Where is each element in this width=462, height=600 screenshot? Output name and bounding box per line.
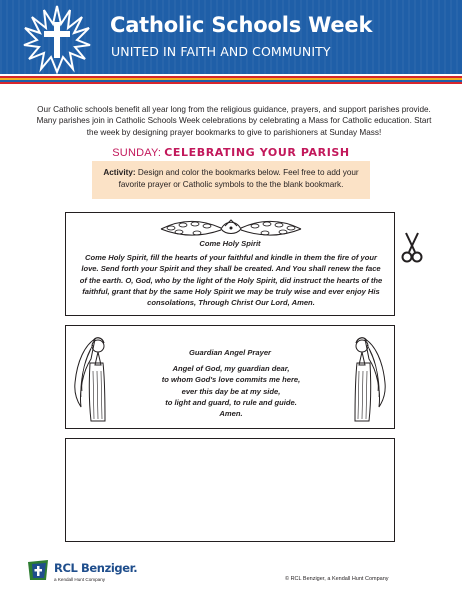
cross-sunburst-icon (22, 4, 92, 74)
page-title: Catholic Schools Week (110, 13, 373, 37)
page-subtitle: UNITED IN FAITH AND COMMUNITY (111, 44, 331, 59)
scissors-icon (401, 231, 423, 265)
bookmark-come-holy-spirit (65, 212, 395, 316)
prayer-line: to light and guard, to rule and guide. (165, 397, 297, 407)
prayer-line: to whom God's love commits me here, (161, 375, 301, 385)
bookmark-title: Come Holy Spirit (199, 239, 261, 248)
bookmark-guardian-angel (65, 325, 395, 429)
intro-paragraph: Our Catholic schools benefit all year long from the religious guidance, prayers, and support parishes provide. Many parishes join in Catholic Schools Week celebrations by celebrating a Mass for Catholic education. Start the week by designing prayer bookmarks to give to parishioners at Sunday Mass! (36, 105, 432, 137)
activity-label: Activity: (103, 168, 136, 177)
header-banner (0, 0, 462, 78)
prayer-text (136, 363, 326, 419)
header-stripes (0, 74, 462, 88)
prayer-line: ever this day be at my side, (181, 386, 281, 396)
bookmark-blank (65, 438, 395, 542)
prayer-text: Come Holy Spirit, fill the hearts of your faithful and kindle in them the fire of your love. Send forth your Spirit and they shall be created. And You shall renew the face of the earth. O, God, who by the light of the Holy Spirit, did instruct the hearts of the faithful, grant that by the same Holy Spirit we may be truly wise and ever enjoy His consolations, Through Christ Our Lord, Amen. (79, 253, 383, 308)
bookmark-title: Guardian Angel Prayer (188, 348, 271, 357)
copyright-notice: © RCL Benziger, a Kendall Hunt Company (285, 576, 389, 582)
rcl-benziger-logo-icon (26, 558, 50, 582)
dove-garland-icon (151, 216, 311, 240)
praying-angel-icon (353, 331, 389, 425)
prayer-line: Amen. (219, 409, 243, 419)
day-theme: CELEBRATING YOUR PARISH (164, 146, 350, 159)
publisher-logo-name: RCL Benziger. (54, 561, 138, 575)
activity-text: Design and color the bookmarks below. Feel free to add your favorite prayer or Catholic symbols to the the blank bookmark. (118, 168, 359, 189)
publisher-logo-tagline: a Kendall Hunt Company (54, 577, 106, 582)
praying-angel-icon (71, 331, 107, 425)
day-heading (0, 146, 462, 159)
activity-box (92, 161, 370, 199)
prayer-line: Angel of God, my guardian dear, (172, 364, 290, 373)
day-label: SUNDAY: (112, 147, 162, 159)
